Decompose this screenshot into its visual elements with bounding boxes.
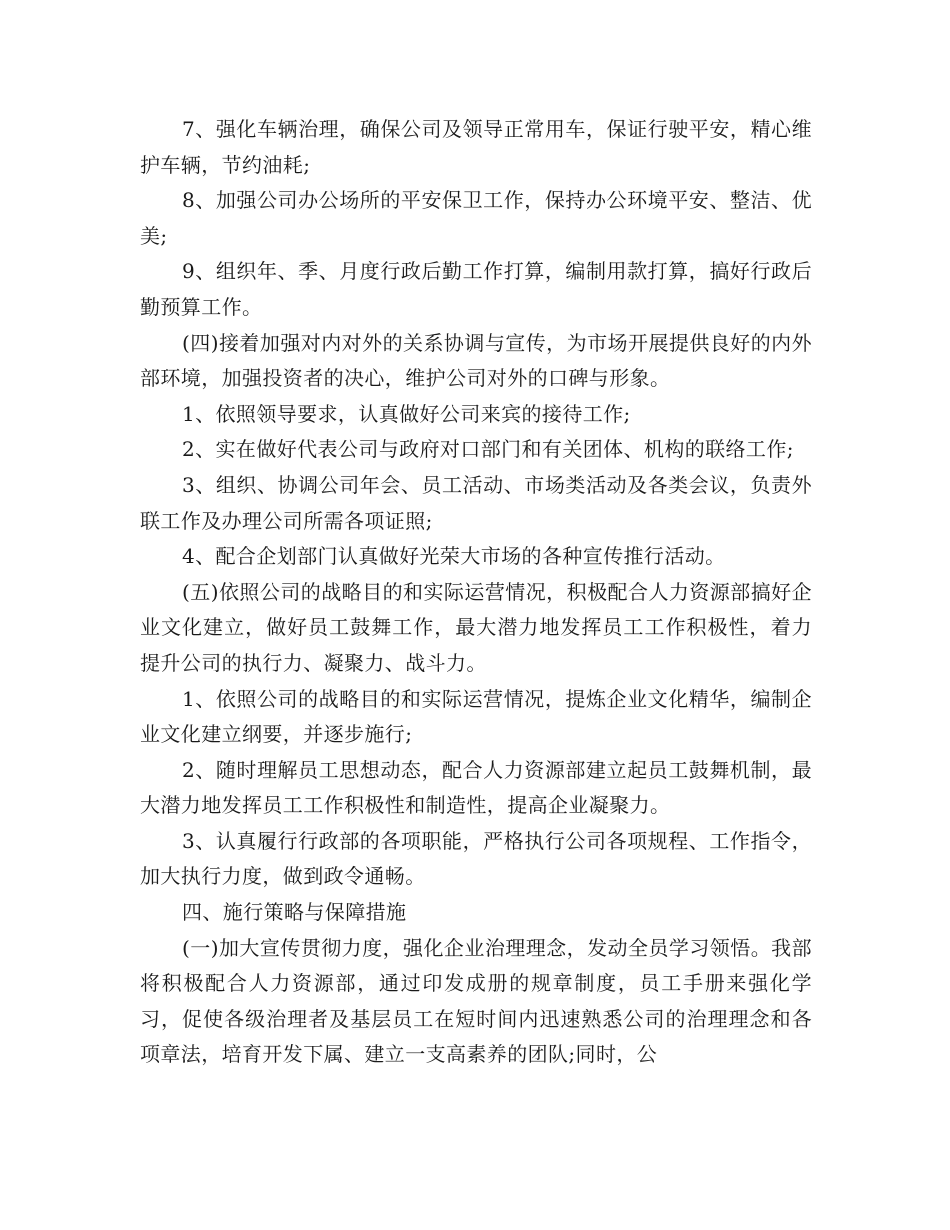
paragraph-item-4-promotion: 4、配合企划部门认真做好光荣大市场的各种宣传推行活动。 <box>182 544 726 569</box>
paragraph-item-8-security: 8、加强公司办公场所的平安保卫工作，保持办公环境平安、整洁、优美; <box>140 188 812 248</box>
paragraph-item-1-reception: 1、依照领导要求，认真做好公司来宾的接待工作; <box>182 401 631 426</box>
paragraph-item-9-budget: 9、组织年、季、月度行政后勤工作打算，编制用款打算，搞好行政后勤预算工作。 <box>140 259 812 319</box>
paragraph-item-3-execution: 3、认真履行行政部的各项职能，严格执行公司各项规程、工作指令，加大执行力度，做到政令通畅。 <box>140 828 812 889</box>
paragraph-item-2-liaison: 2、实在做好代表公司与政府对口部门和有关团体、机构的联络工作; <box>182 437 794 462</box>
paragraph-item-1-culture-outline: 1、依照公司的战略目的和实际运营情况，提炼企业文化精华，编制企业文化建立纲要，并逐步施行; <box>140 686 812 747</box>
document-body <box>140 112 812 1073</box>
paragraph-item-2-motivation: 2、随时理解员工思想动态，配合人力资源部建立起员工鼓舞机制，最大潜力地发挥员工工作积极性和制造性，提高企业凝聚力。 <box>140 757 812 818</box>
paragraph-item-7-vehicles: 7、强化车辆治理，确保公司及领导正常用车，保证行驶平安，精心维护车辆，节约油耗; <box>140 117 812 177</box>
paragraph-section-4-relations: (四)接着加强对内对外的关系协调与宣传，为市场开展提供良好的内外部环境，加强投资者的决心，维护公司对外的口碑与形象。 <box>140 330 812 391</box>
paragraph-section-5-culture: (五)依照公司的战略目的和实际运营情况，积极配合人力资源部搞好企业文化建立，做好员工鼓舞工作，最大潜力地发挥员工工作积极性，着力提升公司的执行力、凝聚力、战斗力。 <box>140 579 812 675</box>
paragraph-section-1-publicity: (一)加大宣传贯彻力度，强化企业治理理念，发动全员学习领悟。我部将积极配合人力资源部，通过印发成册的规章制度，员工手册来强化学习，促使各级治理者及基层员工在短时间内迅速熟悉公司的治理理念和各项章法，培育开发下属、建立一支高素养的团队;同时，公 <box>140 935 812 1067</box>
section-heading-strategies: 四、施行策略与保障措施 <box>182 900 407 925</box>
paragraph-item-3-events: 3、组织、协调公司年会、员工活动、市场类活动及各类会议，负责外联工作及办理公司所需各项证照; <box>140 472 812 533</box>
